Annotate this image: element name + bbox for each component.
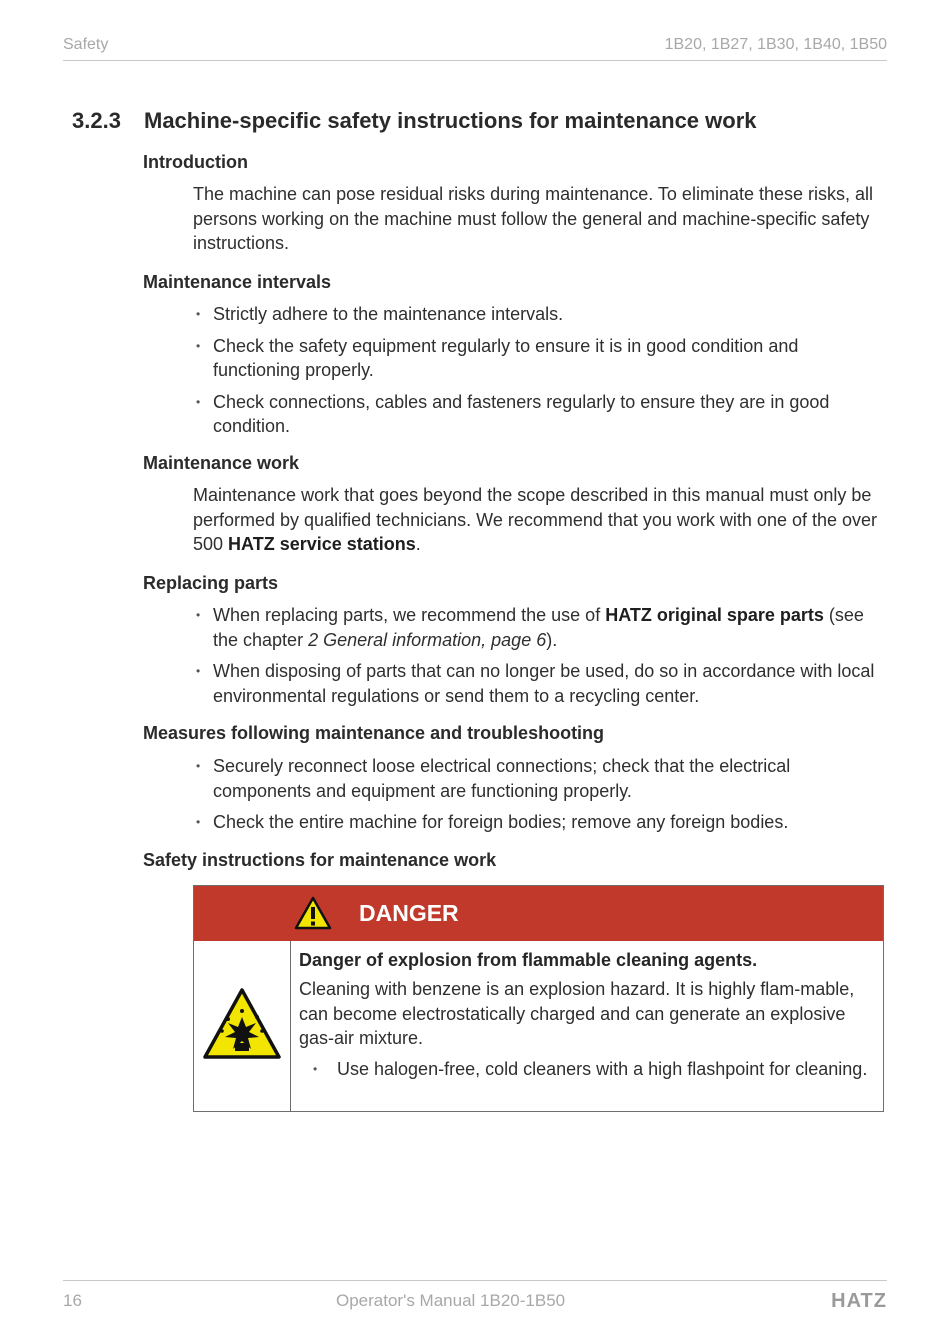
section-heading [72, 108, 757, 134]
section-title: Machine-specific safety instructions for maintenance work [144, 108, 757, 133]
explosive-hazard-icon [202, 987, 282, 1066]
measures-heading: Measures following maintenance and troubleshooting [143, 723, 605, 743]
list-item: • Check the entire machine for foreign bodies; remove any foreign bodies. [193, 810, 883, 835]
measures-list [193, 754, 883, 842]
danger-label: DANGER [359, 900, 459, 926]
list-item: • When replacing parts, we recommend the use of HATZ original spare parts (see the chapter 2 General information, page 6). [193, 603, 883, 652]
hatz-logo: HATZ [831, 1290, 887, 1312]
list-item: • Check connections, cables and fasteners regularly to ensure they are in good condition. [193, 390, 883, 439]
service-stations-text: HATZ service stations [228, 534, 416, 554]
danger-text: Cleaning with benzene is an explosion hazard. It is highly flam-mable, can become electrostatically charged and can generate an explosive gas-air mixture. [299, 979, 855, 1048]
header-chapter: Safety [63, 36, 109, 53]
list-item: • Check the safety equipment regularly to ensure it is in good condition and functioning properly. [193, 334, 883, 383]
footer-manual-title: Operator's Manual 1B20-1B50 [336, 1291, 566, 1310]
danger-content [291, 941, 883, 1111]
page-number: 16 [63, 1291, 82, 1310]
list-item: • Strictly adhere to the maintenance intervals. [193, 302, 883, 327]
header-models: 1B20, 1B27, 1B30, 1B40, 1B50 [664, 36, 887, 53]
intro-text: The machine can pose residual risks during maintenance. To eliminate these risks, all persons working on the machine must follow the general and machine-specific safety instructions. [193, 184, 874, 253]
page-header [63, 36, 887, 61]
safety-heading: Safety instructions for maintenance work [143, 850, 497, 870]
danger-box [193, 885, 884, 1112]
danger-header [194, 886, 883, 941]
chapter-reference-link[interactable]: 2 General information, page 6 [308, 629, 547, 650]
warning-triangle-icon [294, 896, 332, 935]
intro-heading: Introduction [143, 152, 248, 172]
danger-title: Danger of explosion from flammable cleaning agents. [299, 950, 758, 970]
list-item: • Securely reconnect loose electrical connections; check that the electrical components and equipment are functioning properly. [193, 754, 883, 803]
replacing-heading: Replacing parts [143, 573, 279, 593]
work-text: Maintenance work that goes beyond the scope described in this manual must only be performed by qualified technicians. We recommend that you work with one of the over 500 HATZ service stations. [193, 485, 878, 554]
replacing-list [193, 603, 883, 715]
intervals-heading: Maintenance intervals [143, 272, 332, 292]
page-footer [63, 1280, 887, 1321]
hazard-symbol-cell [194, 941, 291, 1111]
danger-list [299, 1057, 869, 1082]
list-item: • Use halogen-free, cold cleaners with a high flashpoint for cleaning. [299, 1057, 869, 1082]
section-number: 3.2.3 [72, 108, 121, 133]
work-heading: Maintenance work [143, 453, 300, 473]
list-item: • When disposing of parts that can no longer be used, do so in accordance with local environmental regulations or send them to a recycling center. [193, 659, 883, 708]
intervals-list [193, 302, 883, 446]
